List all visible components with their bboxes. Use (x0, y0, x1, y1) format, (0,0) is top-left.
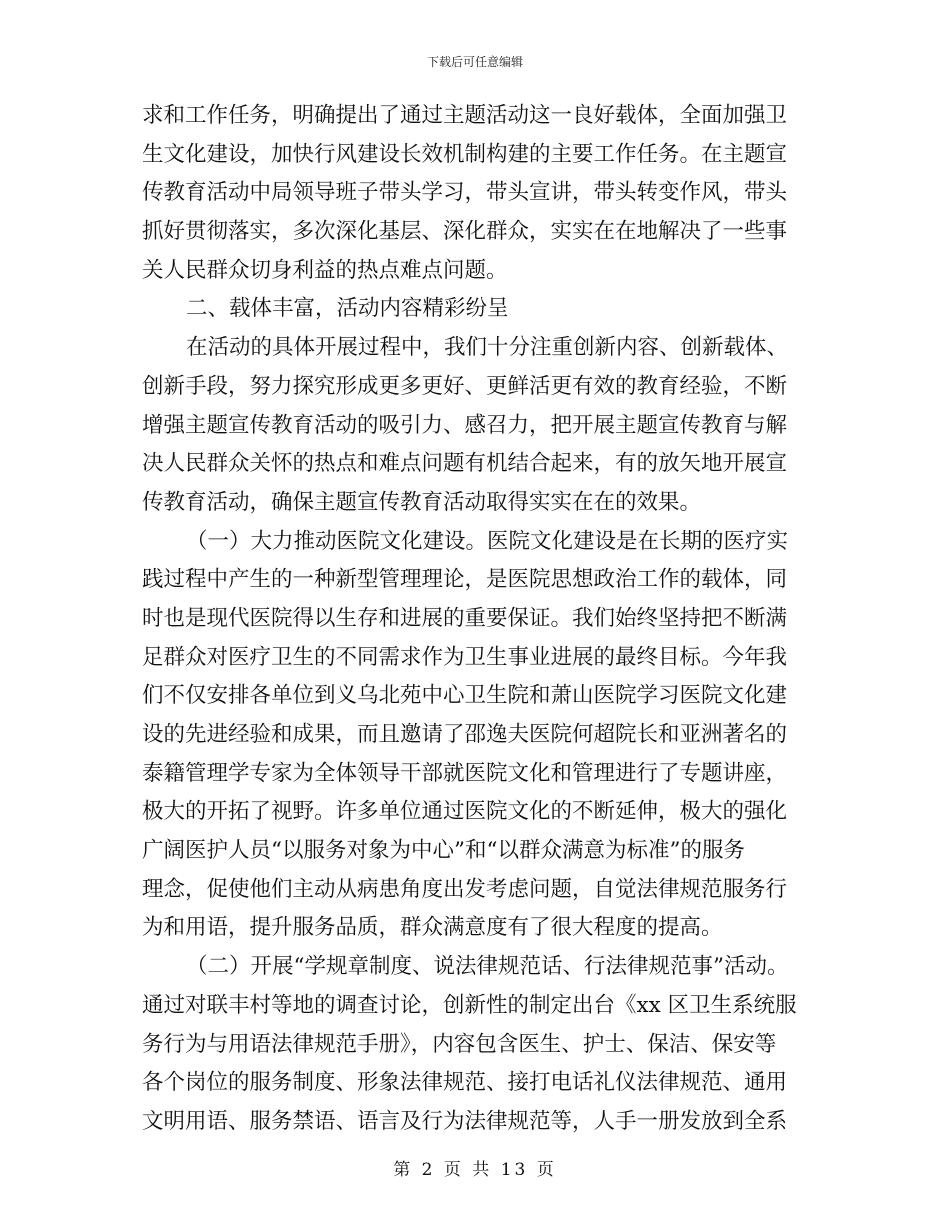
text-line: 在活动的具体开展过程中，我们十分注重创新内容、创新载体、 (186, 335, 789, 361)
text-line: 创新手段，努力探究形成更多更好、更鲜活更有效的教育经验，不断 (142, 373, 788, 399)
text-line: 务行为与用语法律规范手册》，内容包含医生、护士、保洁、保安等 (142, 1031, 777, 1057)
text-line: 广阔医护人员“以服务对象为中心”和“以群众满意为标准”的服务 (142, 838, 745, 864)
text-line: 极大的开拓了视野。许多单位通过医院文化的不断延伸，极大的强化 (142, 799, 788, 825)
text-line: 抓好贯彻落实，多次深化基层、深化群众，实实在在地解决了一些事 (142, 219, 788, 245)
text-line: （一）大力推动医院文化建设。医院文化建设是在长期的医疗实 (186, 528, 789, 554)
page-footer: 第 2 页 共 13 页 (393, 1160, 557, 1180)
text-line: 通过对联丰村等地的调查讨论，创新性的制定出台《xx 区卫生系统服 (142, 992, 797, 1018)
text-line: 传教育活动中局领导班子带头学习，带头宣讲，带头转变作风，带头 (142, 180, 788, 206)
text-line: 关人民群众切身利益的热点难点问题。 (142, 257, 508, 283)
text-line: 理念，促使他们主动从病患角度出发考虑问题，自觉法律规范服务行 (142, 876, 788, 902)
text-line: 泰籍管理学专家为全体领导干部就医院文化和管理进行了专题讲座， (142, 760, 788, 786)
text-line: 决人民群众关怀的热点和难点问题有机结合起来，有的放矢地开展宣 (142, 451, 788, 477)
text-line: 践过程中产生的一种新型管理理论，是医院思想政治工作的载体，同 (142, 567, 788, 593)
text-line: 传教育活动，确保主题宣传教育活动取得实实在在的效果。 (142, 489, 702, 515)
text-line: 们不仅安排各单位到义乌北苑中心卫生院和萧山医院学习医院文化建 (142, 683, 788, 709)
page-header: 下载后可任意编辑 (426, 55, 523, 69)
text-line: 为和用语，提升服务品质，群众满意度有了很大程度的提高。 (142, 915, 723, 941)
text-line: 足群众对医疗卫生的不同需求作为卫生事业进展的最终目标。今年我 (142, 644, 788, 670)
text-line: 增强主题宣传教育活动的吸引力、感召力，把开展主题宣传教育与解 (142, 412, 788, 438)
text-line: 各个岗位的服务制度、形象法律规范、接打电话礼仪法律规范、通用 (142, 1070, 788, 1096)
text-line: （二）开展“学规章制度、说法律规范话、行法律规范事”活动。 (186, 954, 789, 980)
text-line: 二、载体丰富，活动内容精彩纷呈 (186, 296, 509, 322)
text-line: 设的先进经验和成果，而且邀请了邵逸夫医院何超院长和亚洲著名的 (142, 722, 788, 747)
text-line: 时也是现代医院得以生存和进展的重要保证。我们始终坚持把不断满 (142, 605, 788, 631)
text-line: 求和工作任务，明确提出了通过主题活动这一良好载体，全面加强卫 (142, 103, 788, 128)
text-line: 文明用语、服务禁语、语言及行为法律规范等，人手一册发放到全系 (142, 1108, 788, 1134)
document-body (142, 97, 814, 1142)
text-line: 生文化建设，加快行风建设长效机制构建的主要工作任务。在主题宣 (142, 141, 788, 167)
